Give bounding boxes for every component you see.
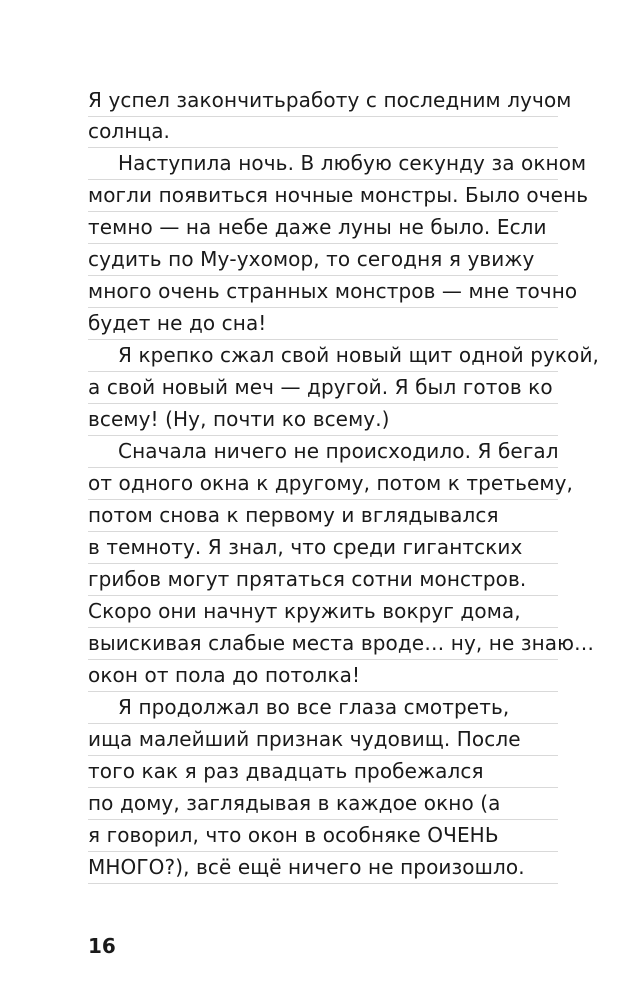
- text-line: [88, 309, 558, 340]
- text-line: [88, 725, 558, 756]
- text-line: [88, 437, 558, 468]
- text-line: [88, 853, 558, 884]
- page-number: 16: [88, 934, 116, 958]
- line-text: того как я раз двадцать пробежался: [88, 759, 484, 783]
- line-text: всему! (Ну, почти ко всему.): [88, 407, 390, 431]
- line-text: много очень странных монстров — мне точно: [88, 279, 578, 303]
- text-line: [88, 373, 558, 404]
- text-line: [88, 821, 558, 852]
- line-text: окон от пола до потолка!: [88, 663, 361, 687]
- text-line: [88, 469, 573, 500]
- line-text: выискивая слабые места вроде… ну, не знаю…: [88, 631, 595, 655]
- text-line: [88, 405, 558, 436]
- line-text: МНОГО?), всё ещё ничего не произошло.: [88, 855, 525, 879]
- line-text: Я крепко сжал свой новый щит одной рукой,: [118, 343, 599, 367]
- text-line: [88, 149, 587, 180]
- text-line: [88, 245, 558, 276]
- text-line: [88, 213, 558, 244]
- line-text: Скоро они начнут кружить вокруг дома,: [88, 599, 521, 623]
- text-line: [88, 597, 558, 628]
- text-line: [88, 501, 558, 532]
- line-text: судить по Му-ухомор, то сегодня я увижу: [88, 247, 535, 271]
- line-text: от одного окна к другому, потом к третьему,: [88, 471, 573, 495]
- line-text: грибов могут прятаться сотни монстров.: [88, 567, 527, 591]
- line-text: Я продолжал во все глаза смотреть,: [118, 695, 510, 719]
- text-line: [88, 277, 578, 308]
- line-text: я говорил, что окон в особняке ОЧЕНЬ: [88, 823, 499, 847]
- line-text: солнца.: [88, 119, 171, 143]
- text-line: [88, 789, 558, 820]
- text-line: [88, 117, 558, 148]
- line-text: а свой новый меч — другой. Я был готов ко: [88, 375, 553, 399]
- line-text: в темноту. Я знал, что среди гигантских: [88, 535, 523, 559]
- line-text: могли появиться ночные монстры. Было очень: [88, 183, 589, 207]
- text-line: [88, 533, 558, 564]
- line-text: Я успел закончитьработу с последним лучом: [88, 88, 572, 112]
- line-text: потом снова к первому и вглядывался: [88, 503, 499, 527]
- text-line: [88, 629, 595, 660]
- text-line: [88, 181, 589, 212]
- line-text: Сначала ничего не происходило. Я бегал: [118, 439, 559, 463]
- text-line: [88, 86, 572, 117]
- text-line: [88, 341, 599, 372]
- text-line: [88, 565, 558, 596]
- text-line: [88, 661, 558, 692]
- text-line: [88, 693, 558, 724]
- line-text: будет не до сна!: [88, 311, 267, 335]
- line-text: темно — на небе даже луны не было. Если: [88, 215, 547, 239]
- line-text: Наступила ночь. В любую секунду за окном: [118, 151, 587, 175]
- line-text: ища малейший признак чудовищ. После: [88, 727, 521, 751]
- line-text: по дому, заглядывая в каждое окно (а: [88, 791, 501, 815]
- text-line: [88, 757, 558, 788]
